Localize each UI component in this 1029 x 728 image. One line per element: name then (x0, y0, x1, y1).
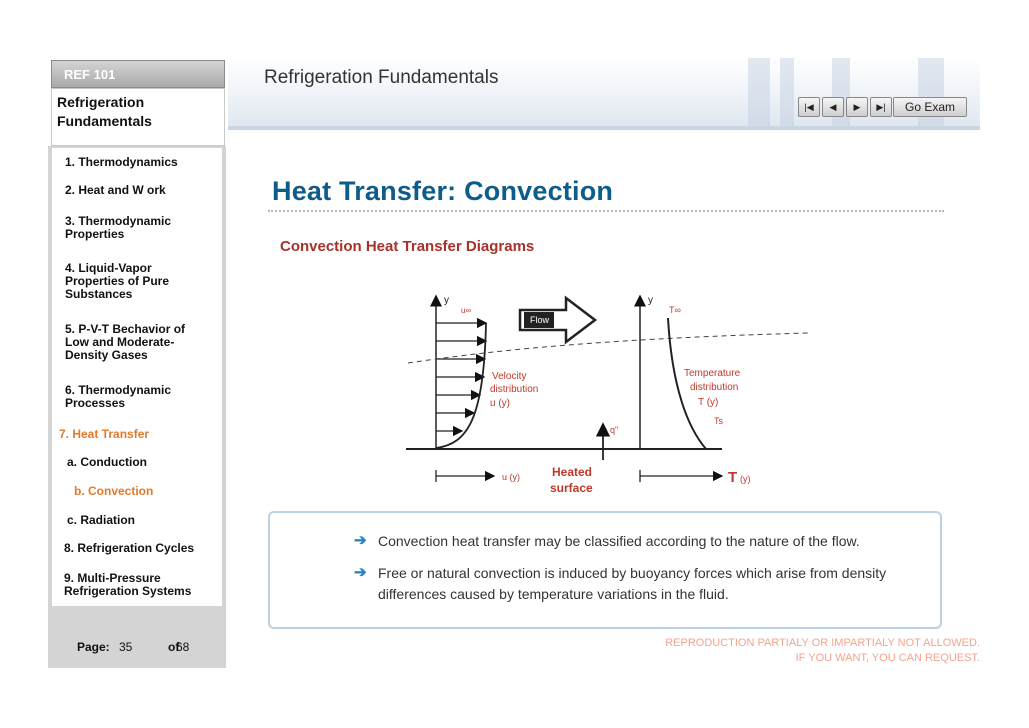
header-bar (228, 58, 980, 130)
velocity-label-2: distribution (490, 384, 539, 395)
go-exam-button[interactable]: Go Exam (893, 97, 967, 117)
next-page-button[interactable]: ▶ (846, 97, 868, 117)
velocity-profile (436, 323, 486, 448)
menu-item-thermodynamic-processes[interactable]: 6. Thermodynamic Processes (65, 383, 172, 410)
menu-item-heat-and-work[interactable]: 2. Heat and W ork (65, 183, 166, 197)
temp-label-3: T (y) (698, 397, 719, 408)
heated-label-2: surface (550, 481, 593, 495)
convection-diagram (248, 148, 980, 518)
temp-label-1: Temperature (684, 368, 741, 379)
page-number: 35 (119, 640, 133, 654)
heat-flux-label: q" (610, 425, 619, 435)
menu-item-liquid-vapor[interactable]: 4. Liquid-Vapor Properties of Pure Substances (65, 261, 170, 301)
course-code-header (51, 60, 225, 88)
page-indicator (52, 622, 222, 668)
bullet-arrow-icon: ➔ (354, 564, 367, 581)
last-page-button[interactable]: ▶| (870, 97, 892, 117)
header-title: Refrigeration Fundamentals (264, 67, 499, 88)
menu-item-pvt-behavior[interactable]: 5. P-V-T Bechavior of Low and Moderate- Density Gases (65, 322, 186, 362)
prev-page-button[interactable]: ◀ (822, 97, 844, 117)
menu-item-multi-pressure[interactable]: 9. Multi-Pressure Refrigeration Systems (64, 571, 192, 598)
copyright-notice: REPRODUCTION PARTIALY OR IMPARTIALY NOT ALLOWED. IF YOU WANT, YOU CAN REQUEST. (665, 637, 980, 664)
header-stripe (780, 58, 794, 126)
t-axis-subscript: (y) (740, 474, 751, 484)
velocity-arrows (436, 323, 486, 431)
course-title-line2: Fundamentals (57, 113, 152, 129)
slide-content (248, 148, 980, 648)
t-axis-label: T (728, 469, 738, 486)
course-title-box (51, 88, 225, 146)
menu-item-thermodynamics[interactable]: 1. Thermodynamics (65, 155, 178, 169)
temp-label-2: distribution (690, 382, 739, 393)
bullet-arrow-icon: ➔ (354, 532, 367, 549)
right-y-label: y (648, 295, 653, 306)
velocity-label-1: Velocity (492, 371, 527, 382)
u-axis-label: u (y) (502, 472, 520, 482)
slide-title: Heat Transfer: Convection (272, 176, 614, 206)
course-code: REF 101 (64, 67, 116, 82)
left-y-label: y (444, 295, 449, 306)
u-inf-label: u∞ (461, 306, 472, 315)
menu-item-heat-transfer[interactable]: 7. Heat Transfer (59, 427, 150, 441)
ts-label: Ts (714, 416, 723, 426)
sidebar-menu (48, 146, 226, 668)
menu-item-convection[interactable]: b. Convection (74, 484, 154, 498)
app-frame (48, 58, 980, 674)
heated-label-1: Heated (552, 465, 593, 479)
course-title (57, 93, 152, 131)
header-stripe (748, 58, 770, 126)
page-of: of (168, 640, 180, 654)
velocity-label-3: u (y) (490, 398, 510, 409)
menu-item-thermodynamic-properties[interactable]: 3. Thermodynamic Properties (65, 214, 172, 241)
slide-subtitle: Convection Heat Transfer Diagrams (280, 238, 535, 255)
course-title-line1: Refrigeration (57, 94, 145, 110)
page-label: Page: (77, 640, 110, 654)
notes-box (268, 511, 942, 629)
menu-item-radiation[interactable]: c. Radiation (67, 513, 136, 527)
menu-item-conduction[interactable]: a. Conduction (67, 455, 147, 469)
note-1: Convection heat transfer may be classified according to the nature of the flow. (378, 533, 860, 549)
menu-item-refrigeration-cycles[interactable]: 8. Refrigeration Cycles (64, 541, 195, 555)
sidebar-menu-list (52, 148, 222, 606)
first-page-button[interactable]: |◀ (798, 97, 820, 117)
note-2: Free or natural convection is induced by buoyancy forces which arise from density differences caused by temperature variations in the fluid. (378, 565, 887, 602)
flow-label: Flow (530, 315, 550, 325)
page-total: 68 (176, 640, 190, 654)
t-inf-label: T∞ (669, 305, 681, 315)
header-bottom-bar (228, 126, 980, 130)
